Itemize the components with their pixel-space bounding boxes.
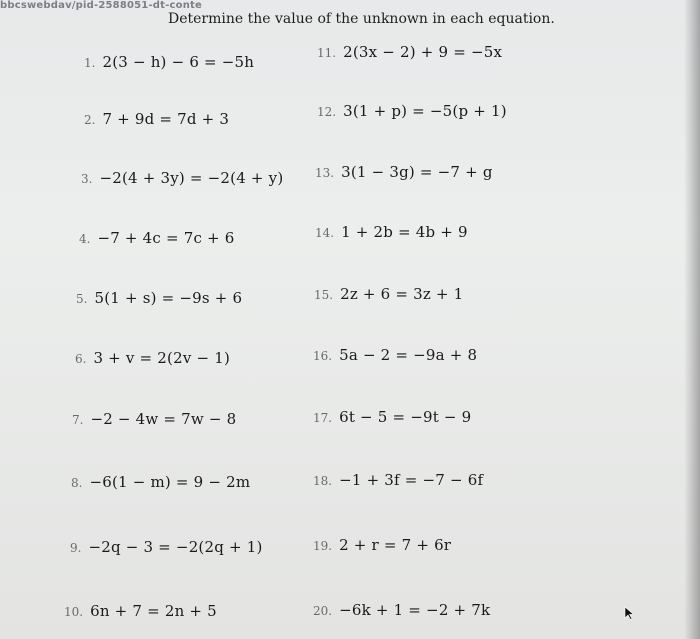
problem-item [313, 470, 483, 489]
problem-equation: 3 + v = 2(2v − 1) [93, 349, 230, 367]
problem-equation: −7 + 4c = 7c + 6 [97, 229, 235, 247]
browser-url-fragment: bbcswebdav/pid-2588051-dt-conte [0, 0, 202, 11]
problem-item [84, 52, 254, 71]
problem-equation: 3(1 − 3g) = −7 + g [341, 163, 493, 181]
problem-item [84, 109, 229, 128]
problem-number: 1. [84, 56, 96, 70]
problem-equation: 6n + 7 = 2n + 5 [90, 602, 217, 620]
problem-item [72, 409, 236, 428]
problem-item [313, 345, 477, 364]
problem-number: 15. [314, 288, 334, 302]
problem-equation: −6(1 − m) = 9 − 2m [89, 473, 251, 491]
problem-number: 5. [76, 292, 88, 306]
problem-number: 16. [313, 349, 333, 363]
problem-equation: 2(3 − h) − 6 = −5h [102, 53, 255, 71]
problem-equation: −2 − 4w = 7w − 8 [90, 410, 237, 428]
problem-number: 14. [315, 226, 335, 240]
problem-item [64, 601, 217, 620]
problem-equation: −2q − 3 = −2(2q + 1) [88, 538, 263, 556]
problem-equation: 2(3x − 2) + 9 = −5x [343, 43, 503, 61]
problem-item [315, 222, 468, 241]
worksheet-title: Determine the value of the unknown in each equation. [168, 11, 555, 27]
problem-item [313, 407, 471, 426]
problem-equation: −6k + 1 = −2 + 7k [339, 601, 491, 619]
problem-number: 13. [315, 166, 335, 180]
mouse-pointer-icon [624, 606, 636, 620]
problem-item [76, 288, 242, 307]
problem-number: 20. [313, 604, 333, 618]
problem-item [81, 168, 283, 187]
problem-equation: 5a − 2 = −9a + 8 [339, 346, 478, 364]
problem-equation: 1 + 2b = 4b + 9 [341, 223, 468, 241]
problem-item [317, 101, 507, 120]
problem-number: 4. [79, 232, 91, 246]
problem-equation: −2(4 + 3y) = −2(4 + y) [99, 169, 284, 187]
problem-item [314, 284, 463, 303]
problem-equation: 5(1 + s) = −9s + 6 [94, 289, 243, 307]
problem-number: 3. [81, 172, 93, 186]
problem-item [317, 42, 502, 61]
problem-equation: 7 + 9d = 7d + 3 [102, 110, 230, 128]
problem-number: 8. [71, 476, 83, 490]
problem-number: 17. [313, 411, 333, 425]
problem-number: 18. [313, 474, 333, 488]
problem-equation: 3(1 + p) = −5(p + 1) [343, 102, 507, 120]
problem-equation: −1 + 3f = −7 − 6f [339, 471, 484, 489]
problem-number: 9. [70, 541, 82, 555]
problem-number: 10. [64, 605, 84, 619]
problem-item [71, 472, 250, 491]
problem-number: 11. [317, 46, 337, 60]
problem-number: 19. [313, 539, 333, 553]
problem-number: 6. [75, 352, 87, 366]
problem-number: 2. [84, 113, 96, 127]
problem-item [75, 348, 230, 367]
problem-item [79, 228, 235, 247]
problem-item [313, 535, 451, 554]
problem-equation: 2 + r = 7 + 6r [339, 536, 452, 554]
problem-item [315, 162, 493, 181]
problem-equation: 2z + 6 = 3z + 1 [340, 285, 464, 303]
problem-number: 12. [317, 105, 337, 119]
problem-item [70, 537, 263, 556]
problem-equation: 6t − 5 = −9t − 9 [339, 408, 472, 426]
problem-number: 7. [72, 413, 84, 427]
problem-item [313, 600, 490, 619]
